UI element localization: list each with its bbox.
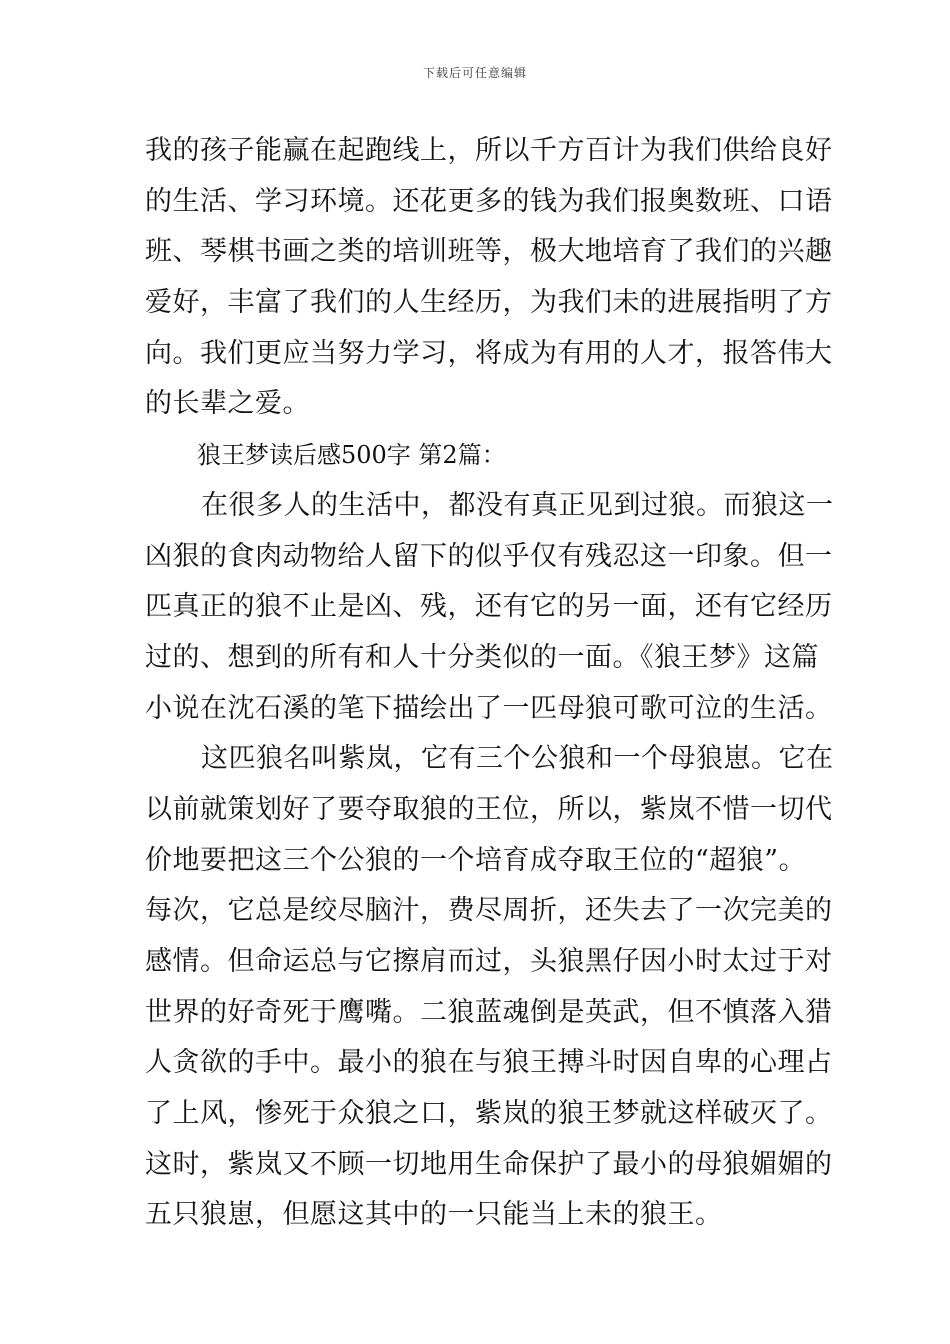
text-line: 价地要把这三个公狼的一个培育成夺取王位的“超狼”。 bbox=[145, 844, 807, 876]
paragraph-first-line: 在很多人的生活中，都没有真正见到过狼。而狼这一 bbox=[201, 489, 834, 521]
text-line: 我的孩子能赢在起跑线上，所以千方百计为我们供给良好 bbox=[145, 135, 833, 166]
text-line: 匹真正的狼不止是凶、残，还有它的另一面，还有它经历 bbox=[145, 591, 833, 623]
text-line: 小说在沈石溪的笔下描绘出了一匹母狼可歌可泣的生活。 bbox=[145, 692, 833, 724]
text-line: 了上风，惨死于众狼之口，紫岚的狼王梦就这样破灭了。 bbox=[145, 1098, 833, 1130]
text-line: 的生活、学习环境。还花更多的钱为我们报奥数班、口语 bbox=[145, 185, 833, 217]
text-line: 世界的好奇死于鹰嘴。二狼蓝魂倒是英武，但不慎落入猎 bbox=[145, 996, 833, 1028]
text-line: 这时，紫岚又不顾一切地用生命保护了最小的母狼媚媚的 bbox=[145, 1148, 833, 1180]
header-note: 下载后可任意编辑 bbox=[422, 66, 527, 80]
text-line: 人贪欲的手中。最小的狼在与狼王搏斗时因自卑的心理占 bbox=[145, 1047, 833, 1079]
text-line: 以前就策划好了要夺取狼的王位，所以，紫岚不惜一切代 bbox=[145, 793, 833, 825]
text-line: 每次，它总是绞尽脑汁，费尽周折，还失去了一次完美的 bbox=[145, 895, 833, 927]
paragraph-first-line: 这匹狼名叫紫岚，它有三个公狼和一个母狼崽。它在 bbox=[201, 743, 834, 775]
text-line: 爱好，丰富了我们的人生经历，为我们未的进展指明了方 bbox=[145, 287, 833, 319]
section-heading: 狼王梦读后感500字 第2篇： bbox=[197, 441, 506, 470]
text-line: 班、琴棋书画之类的培训班等，极大地培育了我们的兴趣 bbox=[145, 236, 833, 268]
text-line: 过的、想到的所有和人十分类似的一面。《狼王梦》这篇 bbox=[145, 641, 819, 673]
text-line: 的长辈之爱。 bbox=[145, 388, 310, 420]
document-body bbox=[145, 126, 834, 1241]
text-line: 五只狼崽，但愿这其中的一只能当上未的狼王。 bbox=[145, 1199, 723, 1231]
text-line: 感情。但命运总与它擦肩而过，头狼黑仔因小时太过于对 bbox=[145, 946, 833, 977]
text-line: 凶狠的食肉动物给人留下的似乎仅有残忍这一印象。但一 bbox=[145, 540, 833, 572]
text-line: 向。我们更应当努力学习，将成为有用的人才，报答伟大 bbox=[145, 337, 833, 369]
